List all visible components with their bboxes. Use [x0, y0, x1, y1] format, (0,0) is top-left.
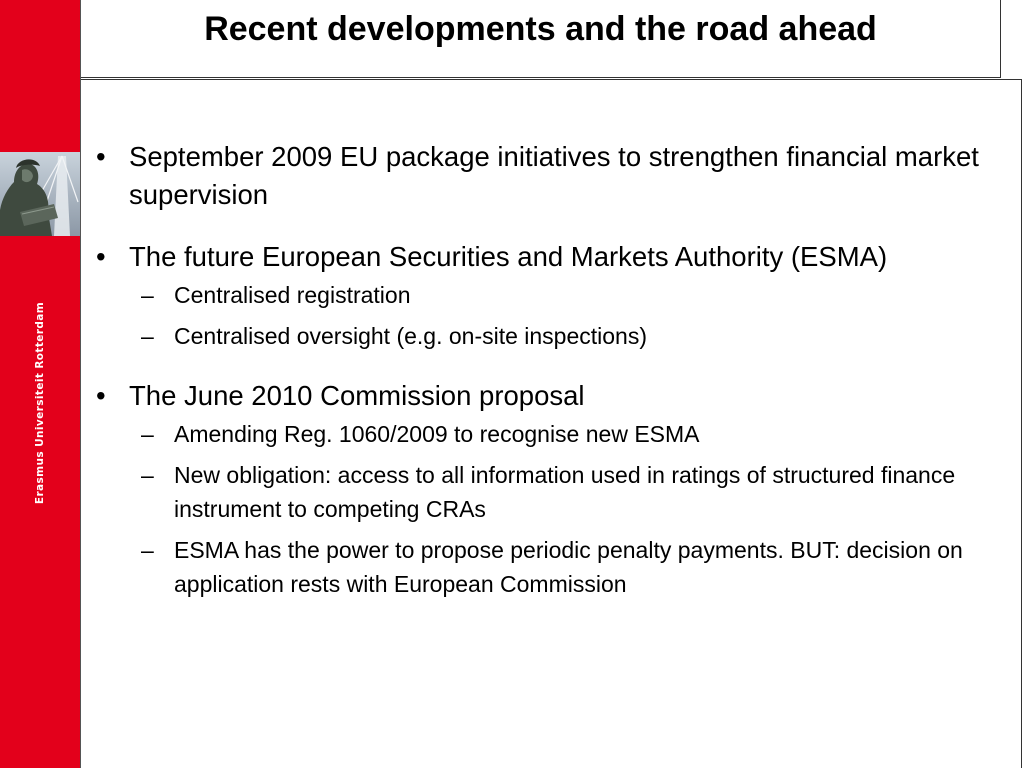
bullet-text: The future European Securities and Markets Authority (ESMA)	[129, 241, 888, 272]
bullet-item	[86, 138, 1006, 214]
university-name: Erasmus Universiteit Rotterdam	[34, 301, 47, 504]
bullet-item	[86, 377, 1006, 601]
erasmus-statue-logo-icon	[0, 152, 80, 236]
bullet-item	[86, 238, 1006, 353]
slide-title: Recent developments and the road ahead	[204, 10, 877, 48]
university-name-vertical	[26, 285, 54, 520]
sub-bullet-item: – Centralised registration	[129, 278, 1006, 312]
sub-bullet-item: – Amending Reg. 1060/2009 to recognise new ESMA	[129, 417, 1006, 451]
sub-bullet-item: – New obligation: access to all information used in ratings of structured finance instrument to competing CRAs	[129, 458, 1006, 526]
bullet-text: September 2009 EU package initiatives to strengthen financial market supervision	[129, 141, 979, 210]
sub-bullet-item: – ESMA has the power to propose periodic penalty payments. BUT: decision on application rests with European Commission	[129, 533, 1006, 601]
sub-bullet-item: – Centralised oversight (e.g. on-site inspections)	[129, 319, 1006, 353]
sub-bullet-list	[129, 278, 1006, 353]
title-box	[81, 0, 1001, 78]
bullet-list	[86, 138, 1006, 601]
sub-bullet-list	[129, 417, 1006, 601]
bullet-text: The June 2010 Commission proposal	[129, 380, 585, 411]
